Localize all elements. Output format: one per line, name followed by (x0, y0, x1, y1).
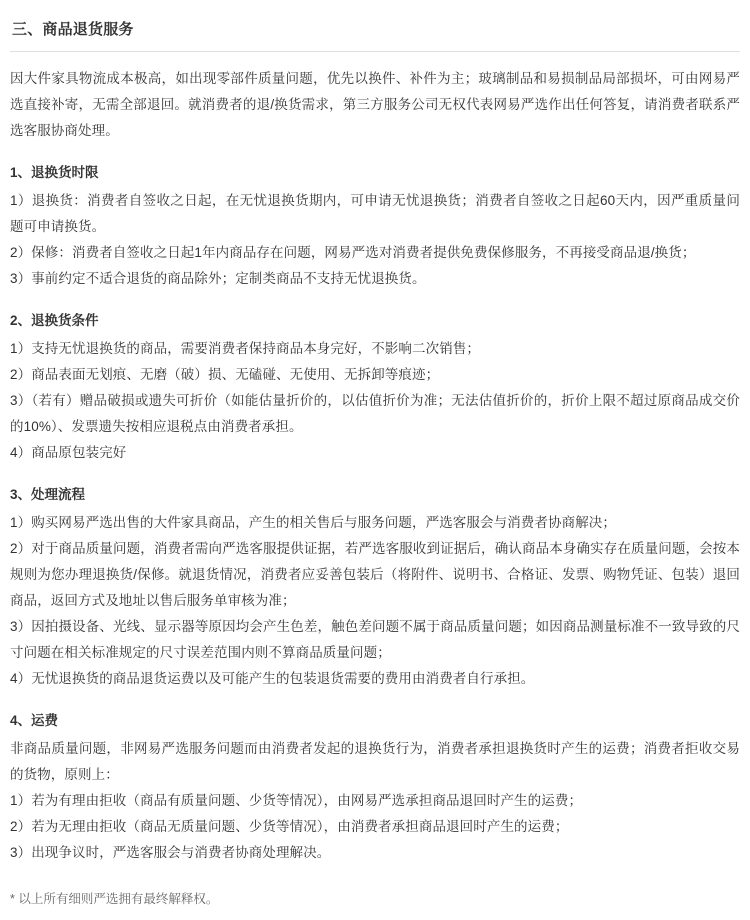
section-return-time-limit (10, 160, 740, 292)
section-return-conditions (10, 308, 740, 466)
list-item: 3）（若有）赠品破损或遗失可折价（如能估量折价的，以估值折价为准；无法估值折价的，折价上限不超过原商品成交价的10%）、发票遗失按相应退税点由消费者承担。 (10, 393, 740, 434)
section-title: 4、运费 (10, 713, 59, 728)
list-item: 2）若为无理由拒收（商品无质量问题、少货等情况），由消费者承担商品退回时产生的运费； (10, 819, 569, 834)
intro-paragraph: 因大件家具物流成本极高，如出现零部件质量问题，优先以换件、补件为主；玻璃制品和易损制品局部损坏，可由网易严选直接补寄，无需全部退回。就消费者的退/换货需求，第三方服务公司无权代表网易严选作出任何答复，请消费者联系严选客服协商处理。 (10, 71, 740, 138)
list-item: 3）出现争议时，严选客服会与消费者协商处理解决。 (10, 845, 331, 860)
footnote: * 以上所有细则严选拥有最终解释权。 (10, 892, 219, 906)
list-item: 2）对于商品质量问题，消费者需向严选客服提供证据，若严选客服收到证据后，确认商品本身确实存在质量问题，会按本规则为您办理退换货/保修。就退货情况，消费者应妥善包装后（将附件、说明书、合格证、发票、购物凭证、包装）退回商品，返回方式及地址以售后服务单审核为准； (10, 541, 740, 608)
section-intro: 非商品质量问题，非网易严选服务问题而由消费者发起的退换货行为，消费者承担退换货时产生的运费；消费者拒收交易的货物，原则上： (10, 741, 740, 782)
list-item: 3）因拍摄设备、光线、显示器等原因均会产生色差，触色差问题不属于商品质量问题；如因商品测量标准不一致导致的尺寸问题在相关标准规定的尺寸误差范围内则不算商品质量问题； (10, 619, 740, 660)
page-title: 三、商品退货服务 (12, 21, 134, 38)
section-shipping-fee (10, 708, 740, 866)
list-item: 4）无忧退换货的商品退货运费以及可能产生的包装退货需要的费用由消费者自行承担。 (10, 671, 535, 686)
list-item: 1）若为有理由拒收（商品有质量问题、少货等情况），由网易严选承担商品退回时产生的运费； (10, 793, 583, 808)
list-item: 4）商品原包装完好 (10, 445, 127, 460)
list-item: 3）事前约定不适合退货的商品除外；定制类商品不支持无忧退换货。 (10, 271, 426, 286)
list-item: 2）保修：消费者自签收之日起1年内商品存在问题，网易严选对消费者提供免费保修服务，不再接受商品退/换货； (10, 245, 696, 260)
list-item: 1）支持无忧退换货的商品，需要消费者保持商品本身完好，不影响二次销售； (10, 341, 481, 356)
section-title: 1、退换货时限 (10, 165, 99, 180)
section-process-flow (10, 482, 740, 692)
section-title: 3、处理流程 (10, 487, 86, 502)
footnote-wrapper (10, 888, 740, 910)
list-item: 2）商品表面无划痕、无磨（破）损、无磕碰、无使用、无拆卸等痕迹； (10, 367, 440, 382)
list-item: 1）购买网易严选出售的大件家具商品，产生的相关售后与服务问题，严选客服会与消费者协商解决； (10, 515, 617, 530)
section-title: 2、退换货条件 (10, 313, 99, 328)
list-item: 1）退换货：消费者自签收之日起，在无忧退换货期内，可申请无忧退换货；消费者自签收之日起60天内，因严重质量问题可申请换货。 (10, 193, 740, 234)
title-divider (10, 51, 740, 52)
